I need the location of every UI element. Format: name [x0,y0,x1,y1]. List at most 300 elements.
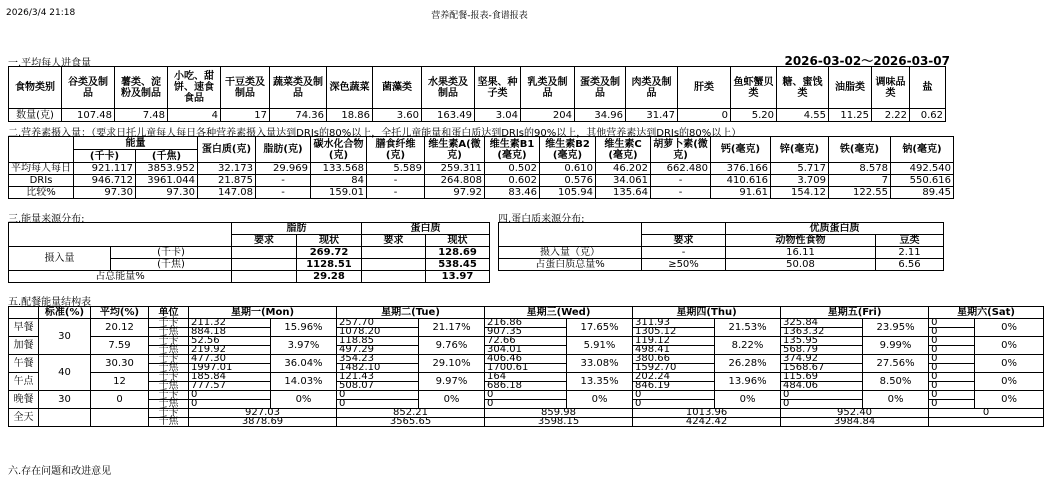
percent-value: 21.17% [419,319,485,337]
nutrient-value: 135.64 [596,187,651,199]
blank-cell [39,409,91,427]
nutrient-value: 84 [311,175,367,187]
kj-value: 0 [633,400,715,409]
kcal-value: 118.85 [337,337,419,346]
std-value: 30 [39,319,91,355]
quantity-value: 3.04 [475,109,521,122]
pct-total-label: 占蛋白质总量% [499,259,642,271]
fat-header: 脂肪 [232,223,362,235]
percent-value: 3.97% [271,337,337,355]
nutrient-value: 492.540 [891,163,954,175]
empty-cell [362,259,426,271]
percent-value: 13.96% [715,373,781,391]
unit-kcal: 千卡 [149,391,189,400]
nutrient-value: 0.502 [485,163,540,175]
percent-value: 36.04% [271,355,337,373]
pro-pct: 13.97 [426,271,490,283]
nutrient-value: 410.616 [711,175,771,187]
kcal-value: 135.95 [781,337,863,346]
kcal-value: 0 [929,373,975,382]
food-group-header: 深色蔬菜 [327,67,373,109]
kj-value: 1482.10 [337,364,419,373]
kj-value: 1997.01 [189,364,271,373]
food-group-header: 乳类及制品 [521,67,575,109]
intake-bean: 2.11 [876,247,944,259]
percent-value: 0% [975,373,1044,391]
food-group-header: 鱼虾蟹贝类 [731,67,777,109]
bean-header: 豆类 [876,235,944,247]
nutrient-value: 921.117 [74,163,136,175]
print-datetime: 2026/3/4 21:18 [6,8,76,18]
empty-cell [232,247,297,259]
nutrient-value: 5.589 [367,163,425,175]
kj-value: 0 [929,382,975,391]
nutrient-value: 122.55 [829,187,891,199]
empty-cell [362,247,426,259]
quantity-value: 0.62 [910,109,946,122]
food-group-header: 肉类及制品 [626,67,678,109]
day-header: 星期五(Fri) [781,307,929,319]
kj-value: 0 [929,400,975,409]
quantity-value: 4 [168,109,221,122]
percent-value: 9.76% [419,337,485,355]
kj-value: 1592.70 [633,364,715,373]
percent-value: 0% [419,391,485,409]
corner-cell [9,137,74,150]
pct-bean: 6.56 [876,259,944,271]
percent-value: 14.03% [271,373,337,391]
day-header: 星期一(Mon) [189,307,337,319]
quantity-value: 17 [221,109,270,122]
blank-cell [642,223,726,235]
energy-source-table [8,222,490,283]
protein-header: 蛋白质 [362,223,490,235]
quantity-value: 31.47 [626,109,678,122]
food-group-header: 糖、蜜饯类 [777,67,829,109]
percent-value: 0% [975,337,1044,355]
total-kj: 3878.69 [189,418,337,427]
kcal-value: 0 [189,391,271,400]
food-category-header: 食物类别 [9,67,62,109]
kj-value: 686.18 [485,382,567,391]
pro-kj: 538.45 [426,259,490,271]
nutrient-value: 3.709 [771,175,829,187]
quantity-value: 34.96 [575,109,626,122]
intake-g-label: 摄入量（克） [499,247,642,259]
avg-header: 平均(%) [91,307,149,319]
kcal-value: 477.30 [189,355,271,364]
col-fat: 脂肪(克) [256,137,311,163]
food-group-header: 蔬菜类及制品 [270,67,327,109]
percent-value: 0% [975,391,1044,409]
section-3-title: 三.能量来源分布: [8,214,85,225]
total-kj: 4242.42 [633,418,781,427]
total-kj [929,418,1044,427]
kj-value: 1363.32 [781,328,863,337]
kcal-value: 202.24 [633,373,715,382]
unit-kj: (千焦) [111,259,232,271]
percent-value: 15.96% [271,319,337,337]
energy-kj-header: (千焦) [136,150,198,163]
kcal-value: 52.56 [189,337,271,346]
nutrient-row [9,163,954,175]
total-kcal: 852.21 [337,409,485,418]
unit-kj: 千焦 [149,418,189,427]
kcal-value: 257.70 [337,319,419,328]
kcal-value: 0 [485,391,567,400]
kcal-value: 311.93 [633,319,715,328]
avg-value: 12 [91,373,149,391]
percent-value: 23.95% [863,319,929,337]
nutrient-value: 264.808 [425,175,485,187]
avg-value: 0 [91,391,149,409]
kj-value: 846.19 [633,382,715,391]
percent-value: 0% [975,319,1044,337]
fat-req-header: 要求 [232,235,297,247]
section-5-title: 五.配餐能量结构表 [8,297,92,308]
col-iron: 铁(毫克) [829,137,891,163]
kj-value: 304.01 [485,346,567,355]
nutrient-row [9,187,954,199]
col-carb: 碳水化合物(克) [311,137,367,163]
kj-value: 0 [929,328,975,337]
unit-kj: 千焦 [149,328,189,337]
total-kcal: 1013.96 [633,409,781,418]
col-carotene: 胡萝卜素(微克) [651,137,711,163]
kj-value: 0 [929,364,975,373]
total-kcal: 0 [929,409,1044,418]
nutrient-value: 89.45 [891,187,954,199]
nutrient-value: 29.969 [256,163,311,175]
fat-pct: 29.28 [297,271,362,283]
col-fiber: 膳食纤维(克) [367,137,425,163]
kcal-value: 216.86 [485,319,567,328]
nutrient-value: - [367,187,425,199]
kcal-value: 0 [633,391,715,400]
kj-value: 568.79 [781,346,863,355]
nutrient-value: 21.875 [198,175,256,187]
kj-value: 884.18 [189,328,271,337]
kj-value: 484.06 [781,382,863,391]
total-label: 全天 [9,409,39,427]
nutrient-value: - [367,175,425,187]
nutrient-value: - [256,187,311,199]
kcal-value: 121.43 [337,373,419,382]
blank-cell [111,223,232,235]
section-1-title: 一.平均每人进食量 [8,58,92,69]
nutrient-value: 159.01 [311,187,367,199]
kcal-value: 0 [929,319,975,328]
percent-value: 17.65% [567,319,633,337]
corner-cell [9,150,74,163]
blank-cell [9,223,111,235]
food-group-header: 薯类、淀粉及制品 [115,67,168,109]
nutrient-value: 97.30 [74,187,136,199]
nutrient-row [9,175,954,187]
nutrient-value: 34.061 [596,175,651,187]
kcal-value: 211.32 [189,319,271,328]
percent-value: 33.08% [567,355,633,373]
nutrient-value: 97.92 [425,187,485,199]
kcal-value: 325.84 [781,319,863,328]
food-group-header: 小吃、甜饼、速食食品 [168,67,221,109]
nutrient-value: 5.717 [771,163,829,175]
nutrient-value: - [256,175,311,187]
kj-value: 508.07 [337,382,419,391]
food-group-header: 谷类及制品 [62,67,115,109]
col-vitb1: 维生素B1(毫克) [485,137,540,163]
food-group-header: 坚果、种子类 [475,67,521,109]
total-kcal: 859.98 [485,409,633,418]
nutrient-value: 8.578 [829,163,891,175]
nutrient-value: 97.30 [136,187,198,199]
report-title: 营养配餐-报表-食谱报表 [431,11,528,21]
row-label: 比较% [9,187,74,199]
quantity-value: 163.49 [422,109,475,122]
blank-cell [499,235,642,247]
kj-value: 0 [337,400,419,409]
food-group-header: 干豆类及制品 [221,67,270,109]
nutrient-value: 662.480 [651,163,711,175]
kj-value: 0 [189,400,271,409]
kj-value: 0 [485,400,567,409]
unit-kcal: 千卡 [149,409,189,418]
percent-value: 29.10% [419,355,485,373]
fat-kj: 1128.51 [297,259,362,271]
nutrient-value: 946.712 [74,175,136,187]
nutrient-value: - [651,187,711,199]
section-4-title: 四.蛋白质来源分布: [498,214,585,225]
pct-label: 占总能量% [9,271,232,283]
kj-value: 1305.12 [633,328,715,337]
nutrient-value: 32.173 [198,163,256,175]
kcal-value: 380.66 [633,355,715,364]
food-group-header: 菌藻类 [373,67,422,109]
row-label: 平均每人每日 [9,163,74,175]
req-header: 要求 [642,235,726,247]
kcal-value: 0 [337,391,419,400]
pro-cur-header: 现状 [426,235,490,247]
food-group-header: 油脂类 [829,67,872,109]
quantity-value: 3.60 [373,109,422,122]
col-vitb2: 维生素B2(毫克) [540,137,596,163]
nutrient-value: 133.568 [311,163,367,175]
kj-value: 219.92 [189,346,271,355]
quantity-value: 74.36 [270,109,327,122]
nutrient-value: 0.576 [540,175,596,187]
kj-value: 907.35 [485,328,567,337]
col-vita: 维生素A(微克) [425,137,485,163]
kcal-value: 0 [929,355,975,364]
nutrient-value: 46.202 [596,163,651,175]
unit-header: 单位 [149,307,189,319]
percent-value: 0% [567,391,633,409]
percent-value: 0% [271,391,337,409]
unit-kcal: 千卡 [149,337,189,346]
food-group-header: 蛋类及制品 [575,67,626,109]
food-intake-table [8,66,946,122]
avg-value: 30.30 [91,355,149,373]
unit-kj: 千焦 [149,364,189,373]
total-kj: 3984.84 [781,418,929,427]
quantity-value: 18.86 [327,109,373,122]
kcal-value: 164 [485,373,567,382]
kcal-value: 119.12 [633,337,715,346]
nutrient-value: 147.08 [198,187,256,199]
energy-kcal-header: (千卡) [74,150,136,163]
nutrient-value: 3853.952 [136,163,198,175]
quantity-label: 数量(克) [9,109,62,122]
kj-value: 777.57 [189,382,271,391]
unit-kj: 千焦 [149,346,189,355]
kcal-value: 115.69 [781,373,863,382]
nutrient-intake-table [8,136,954,199]
percent-value: 8.22% [715,337,781,355]
pct-animal: 50.08 [726,259,876,271]
quantity-value: 4.55 [777,109,829,122]
nutrient-value: 83.46 [485,187,540,199]
nutrient-value: 3961.044 [136,175,198,187]
pct-req: ≥50% [642,259,726,271]
section-2-title: 二.营养素摄入量：（要求日托儿童每人每日各种营养素摄入量达到DRIs的80%以上，全托儿童能量和蛋白质达到DRIs的90%以上，其他营养素达到DRIs的80%以上） [8,128,742,139]
blank-cell [9,307,39,319]
quantity-value: 7.48 [115,109,168,122]
std-value: 40 [39,355,91,391]
col-vitc: 维生素C(毫克) [596,137,651,163]
std-value: 30 [39,391,91,409]
animal-header: 动物性食物 [726,235,876,247]
quality-protein-header: 优质蛋白质 [726,223,944,235]
nutrient-value: 0.602 [485,175,540,187]
intake-req: - [642,247,726,259]
day-header: 星期六(Sat) [929,307,1044,319]
kcal-value: 0 [781,391,863,400]
meal-name: 早餐 [9,319,39,337]
quantity-value: 0 [678,109,731,122]
total-kcal: 952.40 [781,409,929,418]
percent-value: 8.50% [863,373,929,391]
kcal-value: 354.23 [337,355,419,364]
nutrient-value: 154.12 [771,187,829,199]
percent-value: 0% [715,391,781,409]
nutrient-value: 259.311 [425,163,485,175]
pro-kcal: 128.69 [426,247,490,259]
blank-cell [9,235,111,247]
day-header: 星期三(Wed) [485,307,633,319]
col-protein: 蛋白质(克) [198,137,256,163]
kj-value: 0 [781,400,863,409]
quantity-value: 204 [521,109,575,122]
meal-name: 加餐 [9,337,39,355]
quantity-value: 5.20 [731,109,777,122]
energy-header: 能量 [74,137,198,150]
kj-value: 1078.20 [337,328,419,337]
nutrient-value: 376.166 [711,163,771,175]
energy-structure-table [8,306,1044,427]
meal-name: 午餐 [9,355,39,373]
food-group-header: 盐 [910,67,946,109]
percent-value: 27.56% [863,355,929,373]
col-sodium: 钠(毫克) [891,137,954,163]
fat-cur-header: 现状 [297,235,362,247]
kcal-value: 0 [929,337,975,346]
total-kj: 3598.15 [485,418,633,427]
row-label: DRIs [9,175,74,187]
percent-value: 21.53% [715,319,781,337]
percent-value: 13.35% [567,373,633,391]
total-kj: 3565.65 [337,418,485,427]
kcal-value: 185.84 [189,373,271,382]
unit-kcal: 千卡 [149,373,189,382]
nutrient-value: 0.610 [540,163,596,175]
col-calcium: 钙(毫克) [711,137,771,163]
empty-cell [362,271,426,283]
nutrient-value: 7 [829,175,891,187]
quantity-value: 2.22 [872,109,910,122]
percent-value: 0% [975,355,1044,373]
empty-cell [232,271,297,283]
day-header: 星期四(Thu) [633,307,781,319]
total-kcal: 927.03 [189,409,337,418]
kj-value: 0 [929,346,975,355]
blank-cell [91,409,149,427]
percent-value: 9.99% [863,337,929,355]
quantity-value: 11.25 [829,109,872,122]
food-group-header: 水果类及制品 [422,67,475,109]
kj-value: 1568.67 [781,364,863,373]
unit-kcal: 千卡 [149,355,189,364]
pro-req-header: 要求 [362,235,426,247]
nutrient-value: 550.616 [891,175,954,187]
section-6-title: 六.存在问题和改进意见 [8,466,112,477]
percent-value: 26.28% [715,355,781,373]
unit-kj: 千焦 [149,382,189,391]
kcal-value: 0 [929,391,975,400]
percent-value: 9.97% [419,373,485,391]
kcal-value: 406.46 [485,355,567,364]
unit-kj: 千焦 [149,400,189,409]
kcal-value: 374.92 [781,355,863,364]
blank-cell [111,235,232,247]
quantity-value: 107.48 [62,109,115,122]
intake-animal: 16.11 [726,247,876,259]
date-range: 2026-03-02～2026-03-07 [784,54,950,68]
percent-value: 5.91% [567,337,633,355]
col-zinc: 锌(毫克) [771,137,829,163]
unit-kcal: 千卡 [149,319,189,328]
fat-kcal: 269.72 [297,247,362,259]
percent-value: 0% [863,391,929,409]
std-header: 标准(%) [39,307,91,319]
nutrient-value: 105.94 [540,187,596,199]
blank-cell [499,223,642,235]
avg-value: 7.59 [91,337,149,355]
protein-source-table [498,222,944,271]
food-group-header: 调味品类 [872,67,910,109]
unit-kcal: (千卡) [111,247,232,259]
avg-value: 20.12 [91,319,149,337]
day-header: 星期二(Tue) [337,307,485,319]
kj-value: 1700.61 [485,364,567,373]
kcal-value: 72.66 [485,337,567,346]
empty-cell [232,259,297,271]
kj-value: 498.41 [633,346,715,355]
nutrient-value: 91.61 [711,187,771,199]
food-group-header: 肝类 [678,67,731,109]
intake-label: 摄入量 [9,247,111,271]
nutrient-value: - [651,175,711,187]
kj-value: 497.29 [337,346,419,355]
